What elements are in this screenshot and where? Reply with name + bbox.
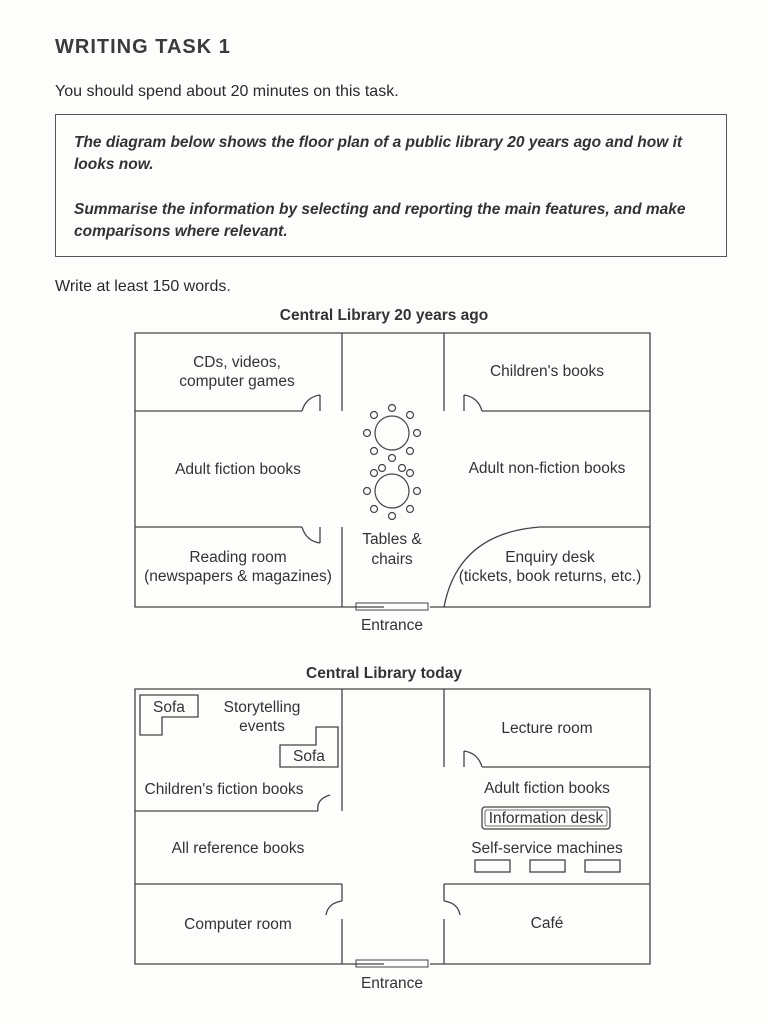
floor-plan-today xyxy=(0,683,768,1003)
room-storytelling-line2: events xyxy=(239,718,285,735)
self-service-machine xyxy=(585,860,620,872)
room-adult-fiction: Adult fiction books xyxy=(175,461,301,478)
word-instruction: Write at least 150 words. xyxy=(55,278,231,295)
room-lecture: Lecture room xyxy=(501,720,593,737)
table-icon xyxy=(375,416,409,450)
plan-today-title: Central Library today xyxy=(306,665,462,682)
room-adult-fiction: Adult fiction books xyxy=(484,780,610,797)
sofa-label: Sofa xyxy=(153,699,185,716)
self-service-machine xyxy=(475,860,510,872)
sofa-label: Sofa xyxy=(293,748,325,765)
room-enquiry-desk-line2: (tickets, book returns, etc.) xyxy=(458,568,642,585)
task-paragraph-1: The diagram below shows the floor plan of a public library 20 years ago and how it looks now. xyxy=(74,134,683,173)
room-childrens-books: Children's books xyxy=(489,363,605,380)
room-cds-line2: computer games xyxy=(179,373,295,390)
room-cds: CDs, videos, xyxy=(193,354,281,371)
room-cafe: Café xyxy=(530,915,564,932)
time-instruction: You should spend about 20 minutes on this task. xyxy=(55,83,399,100)
room-reference: All reference books xyxy=(171,840,305,857)
tables-chairs-label-line2: chairs xyxy=(371,551,413,568)
task-box xyxy=(55,114,727,257)
room-adult-nonfiction: Adult non-fiction books xyxy=(468,460,626,477)
room-enquiry-desk: Enquiry desk xyxy=(505,549,595,566)
room-reading-line2: (newspapers & magazines) xyxy=(144,568,332,585)
room-computer: Computer room xyxy=(184,916,292,933)
room-childrens-fiction: Children's fiction books xyxy=(144,781,304,798)
task-paragraph-2: Summarise the information by selecting and reporting the main features, and make comparisons where relevant. xyxy=(74,201,686,240)
self-service-label: Self-service machines xyxy=(471,840,623,857)
task-heading: WRITING TASK 1 xyxy=(55,36,231,58)
room-reading: Reading room xyxy=(189,549,287,566)
plan-past-title: Central Library 20 years ago xyxy=(279,307,489,324)
tables-chairs-label: Tables & xyxy=(362,531,422,548)
entrance-label: Entrance xyxy=(360,975,424,992)
entrance-label: Entrance xyxy=(360,617,424,634)
room-storytelling: Storytelling xyxy=(223,699,301,716)
self-service-machine xyxy=(530,860,565,872)
information-desk-label: Information desk xyxy=(488,810,604,827)
floor-plan-past xyxy=(0,325,768,645)
